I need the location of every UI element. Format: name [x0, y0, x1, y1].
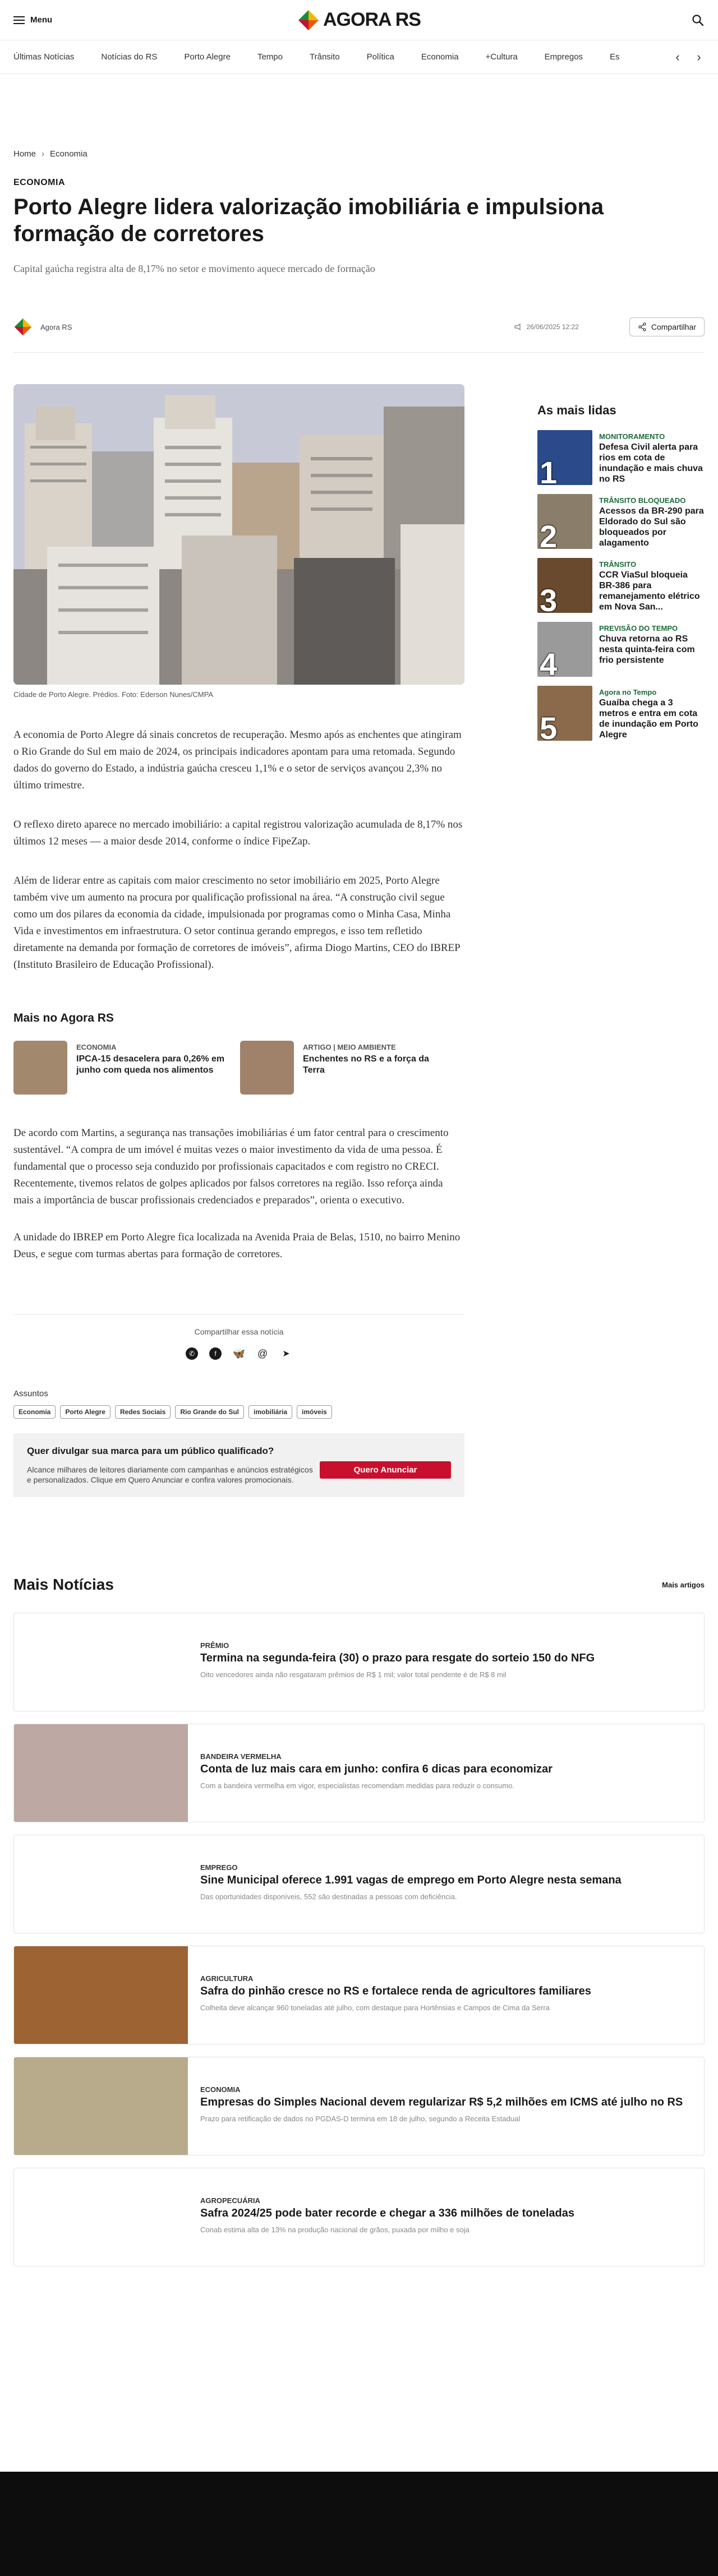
article-container	[0, 149, 718, 1497]
news-title: Sine Municipal oferece 1.991 vagas de emprego em Porto Alegre nesta semana	[200, 1874, 622, 1886]
more-news-header	[13, 1576, 705, 1594]
most-read-item[interactable]	[537, 622, 705, 677]
topics	[13, 1389, 464, 1419]
nav-item[interactable]: Trânsito	[310, 52, 340, 62]
chevron-right-icon[interactable]: ›	[697, 49, 701, 64]
news-thumbnail	[14, 1946, 188, 2044]
related-category: ECONOMIA	[76, 1043, 117, 1051]
logo-text: AGORA RS	[323, 9, 421, 30]
topic-tag[interactable]: imobiliária	[248, 1405, 292, 1419]
news-title: Safra 2024/25 pode bater recorde e chegar a 336 milhões de toneladas	[200, 2207, 574, 2219]
article-title: Porto Alegre lidera valorização imobiliária e impulsiona formação de corretores	[13, 195, 604, 246]
news-category: PRÊMIO	[200, 1641, 229, 1650]
city-buildings-illustration	[13, 384, 464, 685]
news-thumbnail	[14, 1724, 188, 1822]
site-footer	[0, 2472, 718, 2576]
share-label: Compartilhar	[651, 322, 696, 331]
chevron-left-icon[interactable]: ‹	[675, 49, 680, 64]
news-description: Prazo para retificação de dados no PGDAS-D termina em 18 de julho, segundo a Receita Estadual	[200, 2115, 521, 2123]
most-read-title: Defesa Civil alerta para rios em cota de inundação e mais chuva no RS	[599, 442, 703, 484]
news-description: Conab estima alta de 13% na produção nacional de grãos, puxada por milho e soja	[200, 2226, 470, 2234]
related-block	[13, 1012, 464, 1095]
nav-items	[13, 52, 665, 62]
related-heading: Mais no Agora RS	[13, 1012, 114, 1024]
share-block	[13, 1314, 464, 1360]
topics-label: Assuntos	[13, 1389, 48, 1398]
breadcrumb-home[interactable]: Home	[13, 149, 36, 159]
related-title: IPCA-15 desacelera para 0,26% em junho com queda nos alimentos	[76, 1054, 225, 1075]
related-thumbnail	[240, 1041, 294, 1095]
paragraph: De acordo com Martins, a segurança nas transações imobiliárias é um fator central para o crescimento sustentável. “A compra de um imóvel é muitas vezes o maior investimento da vida de uma pessoa. É fundamental que o processo seja conduzido por profissionais capacitados e com registro no CRECI. Recentemente, tivemos relatos de golpes aplicados por falsos corretores na região. Isso reforça ainda mais a importância de buscar profissionais credenciados e preparados”, orienta o executivo.	[13, 1127, 449, 1206]
most-read-heading: As mais lidas	[537, 403, 616, 417]
news-description: Com a bandeira vermelha em vigor, especialistas recomendam medidas para reduzir o consumo.	[200, 1781, 514, 1790]
news-category: EMPREGO	[200, 1863, 238, 1872]
nav-item[interactable]: Últimas Notícias	[13, 52, 75, 62]
more-news-heading: Mais Notícias	[13, 1576, 114, 1593]
site-header	[0, 0, 718, 74]
menu-button[interactable]	[13, 15, 52, 25]
news-card[interactable]	[13, 2168, 705, 2266]
advertise-box	[13, 1433, 464, 1497]
news-thumbnail	[14, 2168, 188, 2266]
news-thumbnail	[14, 1613, 188, 1711]
news-card[interactable]	[13, 1946, 705, 2044]
rank-number: 4	[540, 647, 558, 677]
hero-caption: Cidade de Porto Alegre. Prédios. Foto: Ederson Nunes/CMPA	[13, 690, 214, 699]
article-body	[13, 727, 464, 973]
news-card[interactable]	[13, 2057, 705, 2155]
most-read-thumbnail	[537, 494, 592, 549]
author-logo-icon	[13, 317, 33, 336]
related-category: ARTIGO | MEIO AMBIENTE	[303, 1043, 396, 1051]
section-nav	[0, 40, 718, 74]
most-read-sidebar	[537, 384, 705, 1497]
topic-tags	[13, 1405, 464, 1419]
news-category: AGRICULTURA	[200, 1974, 254, 1983]
share-button[interactable]	[629, 317, 705, 336]
most-read-category: TRÂNSITO	[599, 560, 637, 569]
paragraph: A unidade do IBREP em Porto Alegre fica localizada na Avenida Praia de Belas, 1510, no bairro Menino Deus, e segue com turmas abertas para formação de corretores.	[13, 1231, 461, 1260]
news-title: Empresas do Simples Nacional devem regularizar R$ 5,2 milhões em ICMS até julho no RS	[200, 2096, 683, 2108]
news-card[interactable]	[13, 1835, 705, 1933]
news-description: Das oportunidades disponíveis, 552 são destinadas a pessoas com deficiência.	[200, 1892, 457, 1901]
telegram-icon[interactable]: ➤	[282, 1349, 290, 1359]
nav-item[interactable]: Es	[610, 52, 620, 62]
nav-item[interactable]: Economia	[421, 52, 459, 62]
article-subtitle: Capital gaúcha registra alta de 8,17% no setor e movimento aquece mercado de formação	[13, 263, 375, 274]
advertise-button[interactable]: Quero Anunciar	[320, 1461, 451, 1479]
chevron-right-icon: ›	[42, 149, 45, 159]
most-read-list	[537, 430, 705, 741]
nav-arrows	[672, 49, 705, 64]
breadcrumb	[13, 149, 705, 159]
date-text: 26/06/2025 12:22	[526, 323, 579, 331]
advertise-text: Alcance milhares de leitores diariamente com campanhas e anúncios estratégicos e personalizados. Clique em Quero Anunciar e confira valores promocionais.	[27, 1465, 313, 1484]
most-read-thumbnail	[537, 430, 592, 485]
paragraph: Além de liderar entre as capitais com maior crescimento no setor imobiliário em 2025, Porto Alegre também vive um aumento na procura por qualificação profissional na área. “A construção civil segue como um dos pilares da economia da cidade, impulsionada por programas como o Minha Casa, Minha Vida e investimentos em infraestrutura. O setor continua gerando empregos, e isso tem refletido diretamente na demanda por formação de corretores de imóveis”, afirma Diogo Martins, CEO do IBREP (Instituto Brasileiro de Educação Profissional).	[13, 875, 460, 971]
most-read-category: Agora no Tempo	[599, 688, 657, 696]
related-thumbnail	[13, 1041, 67, 1095]
news-card[interactable]	[13, 1724, 705, 1822]
advertise-title: Quer divulgar sua marca para um público qualificado?	[27, 1446, 274, 1456]
article-kicker: ECONOMIA	[13, 178, 65, 187]
most-read-category: PREVISÃO DO TEMPO	[599, 624, 678, 633]
related-title: Enchentes no RS e a força da Terra	[303, 1054, 429, 1075]
threads-icon[interactable]: @	[257, 1347, 268, 1359]
share-icon	[638, 322, 647, 331]
more-news-section	[0, 1576, 718, 2266]
share-icons	[13, 1347, 464, 1360]
nav-item[interactable]: Porto Alegre	[184, 52, 231, 62]
share-block-label: Compartilhar essa notícia	[194, 1327, 284, 1336]
news-category: AGROPECUÁRIA	[200, 2196, 260, 2205]
most-read-item[interactable]	[537, 430, 705, 485]
news-thumbnail	[14, 2057, 188, 2155]
facebook-icon[interactable]: f	[209, 1347, 222, 1360]
related-cards	[13, 1041, 464, 1095]
nav-item[interactable]: +Cultura	[485, 52, 518, 62]
author	[13, 317, 72, 336]
bluesky-icon[interactable]: 🦋	[232, 1347, 246, 1359]
most-read-item[interactable]	[537, 686, 705, 741]
hamburger-icon	[13, 16, 25, 24]
article-body-continued	[13, 1125, 464, 1263]
most-read-title: Chuva retorna ao RS nesta quinta-feira com frio persistente	[599, 634, 695, 665]
rank-number: 1	[540, 455, 558, 485]
topic-tag[interactable]: Economia	[13, 1405, 56, 1419]
more-articles-link[interactable]: Mais artigos	[662, 1580, 705, 1589]
related-card[interactable]	[13, 1041, 227, 1095]
topic-tag[interactable]: Redes Sociais	[115, 1405, 171, 1419]
news-card[interactable]	[13, 1613, 705, 1711]
news-title: Safra do pinhão cresce no RS e fortalece renda de agricultores familiares	[200, 1985, 591, 1997]
hero-image	[13, 384, 464, 685]
author-name: Agora RS	[40, 322, 72, 331]
article-layout	[13, 384, 705, 1497]
most-read-thumbnail	[537, 622, 592, 677]
topic-tag[interactable]: Rio Grande do Sul	[175, 1405, 244, 1419]
nav-item[interactable]: Tempo	[257, 52, 283, 62]
rank-number: 5	[540, 710, 558, 741]
most-read-item[interactable]	[537, 558, 705, 613]
news-title: Termina na segunda-feira (30) o prazo para resgate do sorteio 150 do NFG	[200, 1652, 595, 1664]
most-read-thumbnail	[537, 558, 592, 613]
article-main	[13, 384, 464, 1497]
news-category: BANDEIRA VERMELHA	[200, 1752, 282, 1761]
news-description: Oito vencedores ainda não resgataram prêmios de R$ 1 mil; valor total pendente é de R$ 8 mil	[200, 1670, 507, 1679]
byline-meta	[514, 317, 705, 336]
topic-tag[interactable]: Porto Alegre	[60, 1405, 111, 1419]
most-read-title: Acessos da BR-290 para Eldorado do Sul são bloqueados por alagamento	[599, 506, 704, 548]
most-read-thumbnail	[537, 686, 592, 741]
logo-mark-icon	[297, 9, 320, 31]
most-read-category: TRÂNSITO BLOQUEADO	[599, 496, 686, 505]
breadcrumb-section[interactable]: Economia	[50, 149, 88, 159]
publish-date	[514, 323, 578, 331]
related-card[interactable]	[240, 1041, 453, 1095]
menu-label: Menu	[30, 15, 53, 25]
megaphone-icon	[514, 323, 522, 331]
nav-item[interactable]: Empregos	[544, 52, 583, 62]
paragraph: O reflexo direto aparece no mercado imobiliário: a capital registrou valorização acumulada de 8,17% nos últimos 12 meses — a maior desde 2014, conforme o índice FipeZap.	[13, 819, 463, 847]
nav-item[interactable]: Notícias do RS	[101, 52, 158, 62]
most-read-title: Guaíba chega a 3 metros e entra em cota de inundação em Porto Alegre	[599, 698, 698, 740]
site-logo[interactable]	[297, 9, 421, 31]
paragraph: A economia de Porto Alegre dá sinais concretos de recuperação. Mesmo após as enchentes que atingiram o Rio Grande do Sul em maio de 2024, os principais indicadores apontam para uma retomada. Segundo dados do governo do Estado, a indústria gaúcha cresceu 1,1% e o setor de serviços avançou 2,3% no último trimestre.	[13, 729, 462, 791]
news-description: Colheita deve alcançar 960 toneladas até julho, com destaque para Hortênsias e Campos de Cima da Serra	[200, 2003, 550, 2012]
most-read-title: CCR ViaSul bloqueia BR-386 para remanejamento elétrico em Nova San...	[599, 570, 700, 612]
news-category: ECONOMIA	[200, 2085, 241, 2094]
whatsapp-icon[interactable]: ✆	[186, 1347, 198, 1360]
most-read-category: MONITORAMENTO	[599, 432, 665, 441]
topic-tag[interactable]: imóveis	[297, 1405, 332, 1419]
topbar	[0, 0, 718, 40]
most-read-item[interactable]	[537, 494, 705, 549]
rank-number: 3	[540, 583, 558, 613]
byline	[13, 317, 705, 353]
more-news-list	[13, 1613, 705, 2266]
rank-number: 2	[540, 519, 558, 549]
search-icon[interactable]	[691, 13, 705, 27]
nav-item[interactable]: Política	[366, 52, 394, 62]
news-thumbnail	[14, 1835, 188, 1933]
news-title: Conta de luz mais cara em junho: confira 6 dicas para economizar	[200, 1763, 553, 1775]
